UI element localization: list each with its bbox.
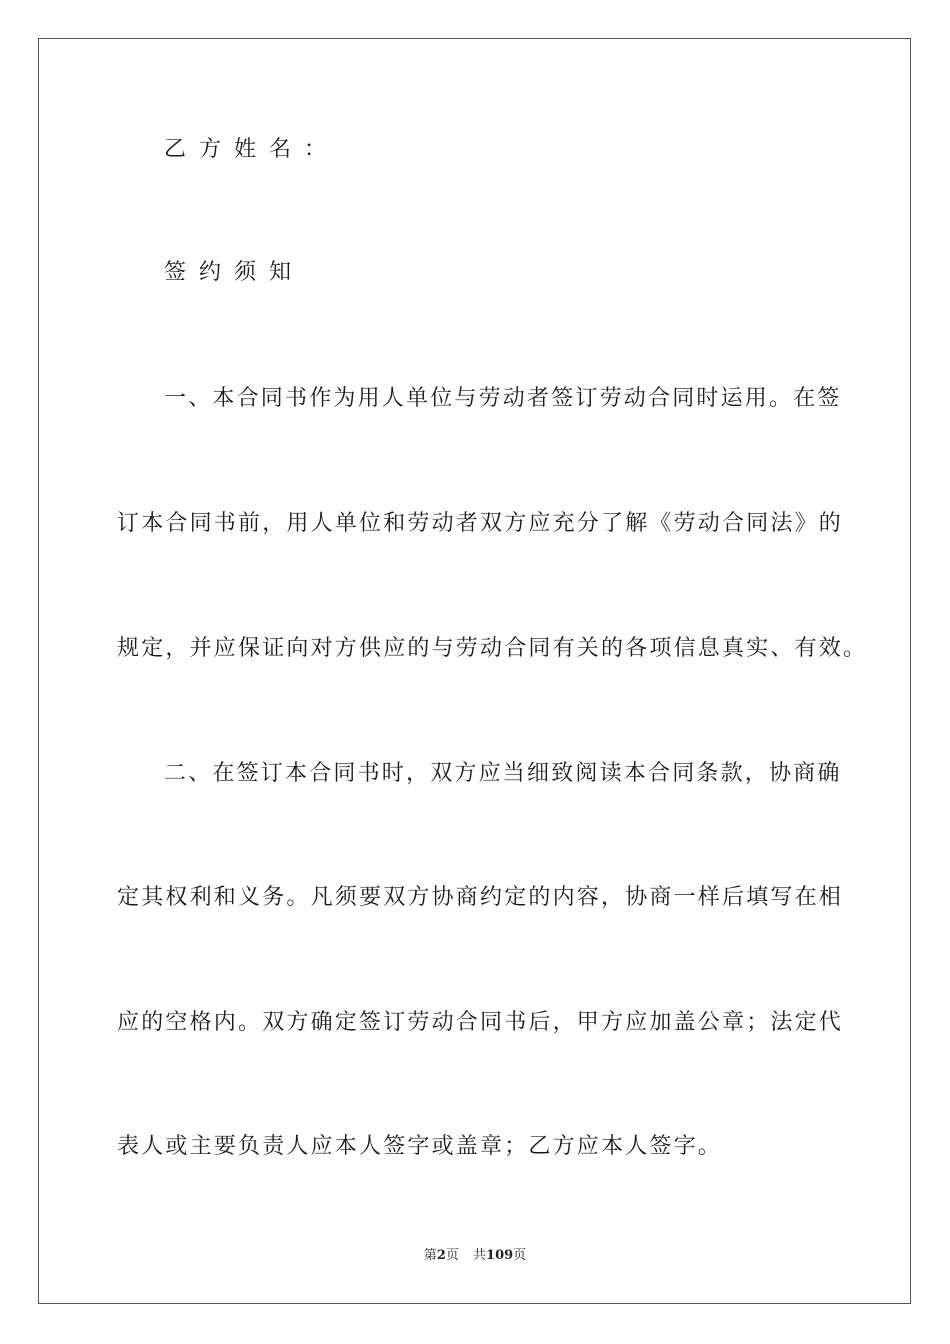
page-indicator: 第2页 — [423, 1248, 459, 1263]
paragraph-line: 一、本合同书作为用人单位与劳动者签订劳动合同时运用。在签 — [164, 386, 842, 411]
paragraph-line: 规定，并应保证向对方供应的与劳动合同有关的各项信息真实、有效。 — [117, 636, 868, 661]
notice-title: 签约须知 — [164, 260, 305, 285]
paragraph-line: 定其权利和义务。凡须要双方协商约定的内容，协商一样后填写在相 — [117, 885, 844, 910]
total-pages-indicator: 共109页 — [473, 1248, 527, 1263]
paragraph-line: 二、在签订本合同书时，双方应当细致阅读本合同条款，协商确 — [164, 761, 842, 786]
page-footer — [0, 1246, 950, 1266]
paragraph-line: 表人或主要负责人应本人签字或盖章；乙方应本人签字。 — [117, 1134, 723, 1159]
paragraph-line: 订本合同书前，用人单位和劳动者双方应充分了解《劳动合同法》的 — [117, 511, 844, 536]
page-number: 2 — [436, 1248, 446, 1263]
paragraph-line: 应的空格内。双方确定签订劳动合同书后，甲方应加盖公章；法定代 — [117, 1010, 844, 1035]
party-b-name-label: 乙方姓名： — [164, 137, 340, 162]
page-border — [38, 38, 911, 1304]
total-pages: 109 — [486, 1248, 514, 1263]
